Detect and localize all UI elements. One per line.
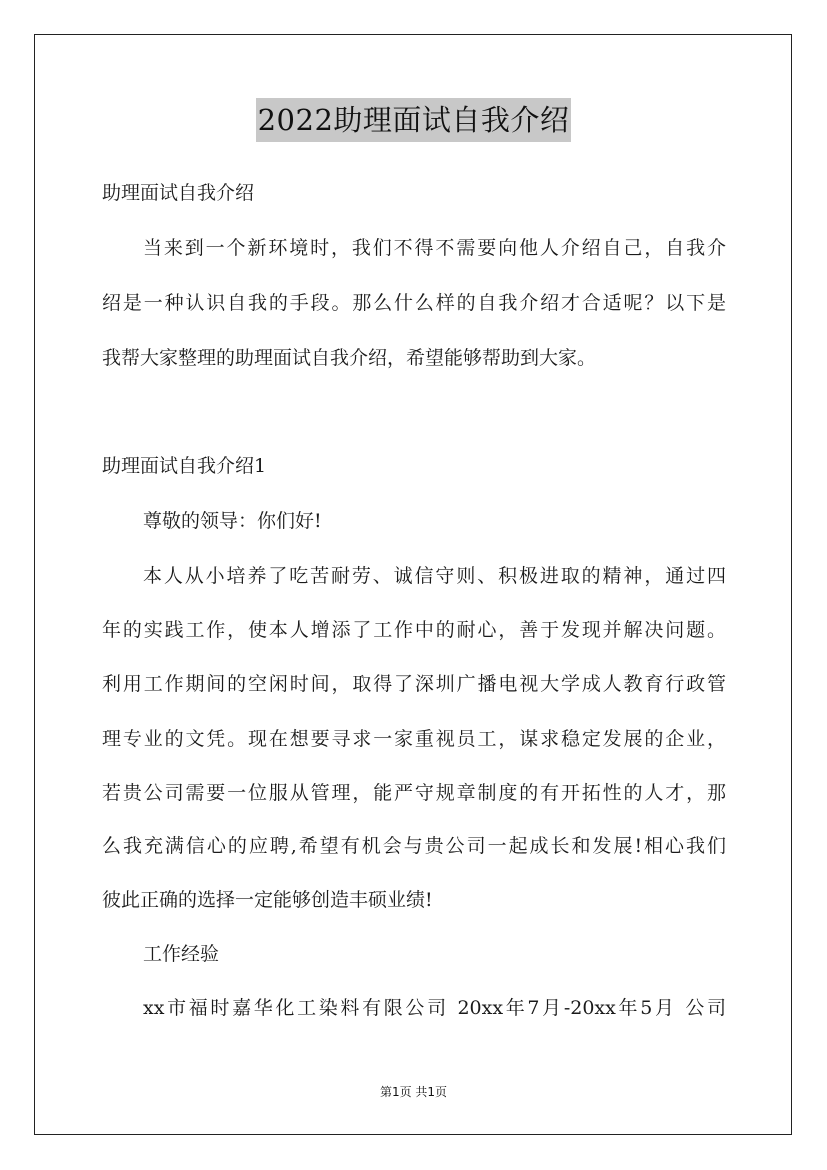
greeting: 尊敬的领导：你们好! [143,510,322,532]
body-line-4: 理专业的文凭。现在想要寻求一家重视员工，谋求稳定发展的企业， [102,728,726,750]
body-line-1: 本人从小培养了吃苦耐劳、诚信守则、积极进取的精神，通过四 [143,565,726,587]
work-experience-line: xx市福时嘉华化工染料有限公司 20xx年7月-20xx年5月 公司 [143,997,726,1019]
body-line-5: 若贵公司需要一位服从管理，能严守规章制度的有开拓性的人才，那 [102,782,726,804]
document-subtitle: 助理面试自我介绍 [102,182,255,204]
body-line-6: 么我充满信心的应聘,希望有机会与贵公司一起成长和发展!相心我们 [102,835,726,857]
body-line-2: 年的实践工作，使本人增添了工作中的耐心，善于发现并解决问题。 [102,619,726,641]
page-footer: 第1页 共1页 [379,1085,448,1099]
intro-line-1: 当来到一个新环境时，我们不得不需要向他人介绍自己，自我介 [143,237,726,259]
section-heading: 助理面试自我介绍1 [102,455,267,477]
intro-line-3: 我帮大家整理的助理面试自我介绍，希望能够帮助到大家。 [102,347,597,369]
work-experience-heading: 工作经验 [143,943,220,965]
body-line-3: 利用工作期间的空闲时间，取得了深圳广播电视大学成人教育行政管 [102,673,726,695]
body-line-7: 彼此正确的选择一定能够创造丰硕业绩! [102,889,433,911]
document-title: 2022助理面试自我介绍 [256,98,572,142]
title-container [0,98,827,142]
intro-line-2: 绍是一种认识自我的手段。那么什么样的自我介绍才合适呢？以下是 [102,292,726,314]
